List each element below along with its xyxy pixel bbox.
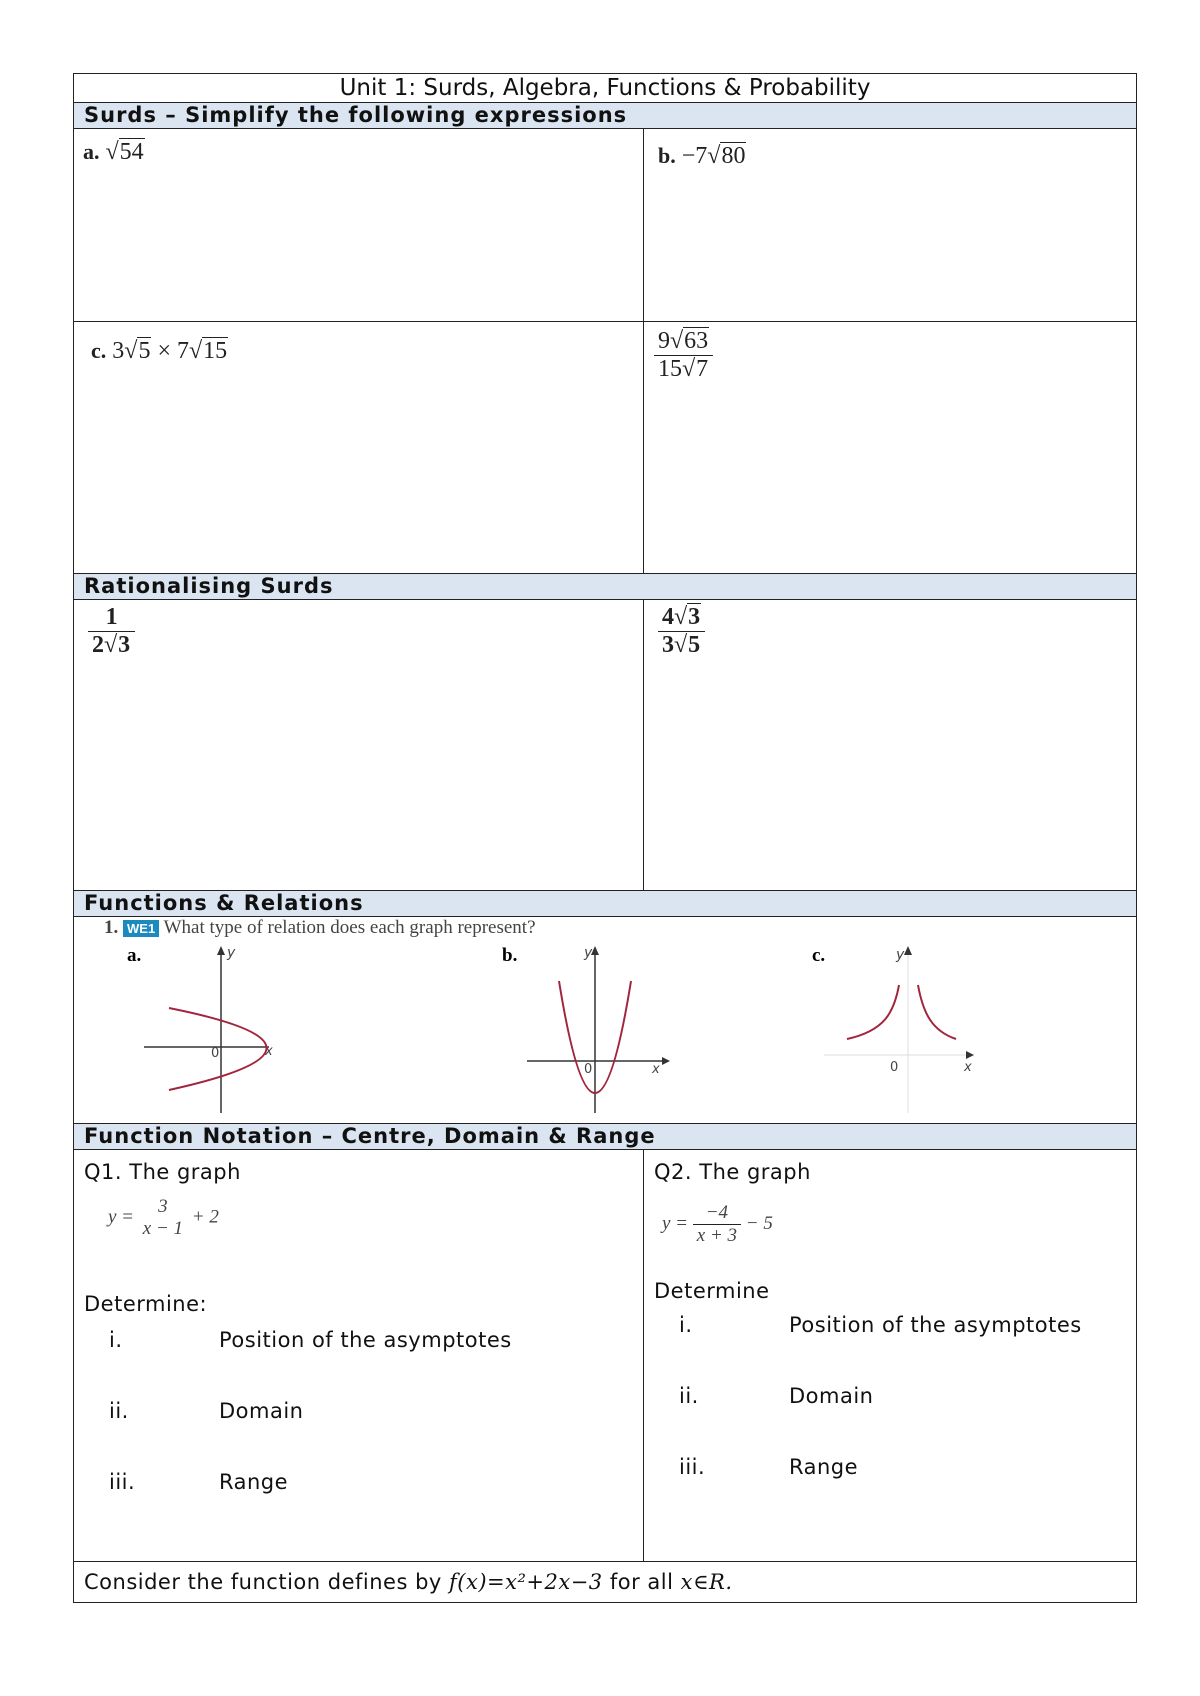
item-text: Domain — [219, 1399, 304, 1423]
q1-list — [74, 1328, 634, 1541]
graph-label: b. — [502, 945, 518, 966]
rationalise-question-a — [74, 600, 644, 891]
coefficient: 2 — [92, 632, 104, 658]
equation-tail: − 5 — [745, 1212, 773, 1234]
x-axis-arrow-icon — [662, 1057, 670, 1065]
numerator: −4 — [693, 1202, 741, 1225]
coefficient: 3 — [662, 632, 674, 658]
graph-b — [424, 943, 674, 1123]
section-functions-heading: Functions & Relations — [74, 891, 1137, 917]
numerator: 1 — [88, 604, 135, 632]
item-number: iii. — [109, 1470, 136, 1494]
worksheet-table — [73, 73, 1137, 1603]
section-rationalising-heading: Rationalising Surds — [74, 574, 1137, 600]
origin-label: 0 — [584, 1062, 593, 1077]
y-axis-label: y — [227, 945, 236, 961]
coefficient: 9 — [658, 328, 670, 354]
q2-determine: Determine — [654, 1279, 770, 1303]
x-axis-arrow-icon — [966, 1051, 974, 1059]
equation-lhs: y = — [662, 1212, 689, 1234]
surd-question-b — [644, 129, 1137, 322]
y-axis-label: y — [584, 945, 593, 961]
radicand: 7 — [696, 356, 709, 382]
item-text: Position of the asymptotes — [789, 1313, 1082, 1337]
item-text: Range — [789, 1455, 859, 1479]
origin-label: 0 — [890, 1060, 899, 1075]
fraction: $\frac{1}{2√3}$ — [88, 604, 135, 659]
coefficient: 15 — [658, 356, 682, 382]
definition-prefix: Consider the function defines by — [84, 1570, 442, 1594]
question-q1 — [74, 1150, 644, 1562]
radicand: 3 — [118, 632, 131, 658]
graph-c — [734, 943, 984, 1123]
sqrt-expression: √15 — [188, 338, 228, 364]
coefficient: 7 — [176, 338, 189, 364]
list-item — [74, 1328, 634, 1399]
function-definition — [74, 1562, 1137, 1603]
sqrt-expression: √5 — [124, 338, 151, 364]
radicand: 5 — [688, 632, 701, 658]
times-sign: × — [157, 338, 171, 364]
y-axis-arrow-icon — [217, 946, 225, 955]
left-branch-curve — [847, 985, 899, 1039]
numerator: 3 — [158, 1196, 168, 1217]
question-text: What type of relation does each graph represent? — [163, 917, 536, 938]
q2-equation — [662, 1202, 773, 1247]
radicand: 63 — [684, 328, 709, 354]
fraction — [693, 1202, 741, 1247]
list-item — [74, 1470, 634, 1541]
fraction: $\frac{4√3}{3√5}$ — [658, 604, 705, 659]
item-text: Domain — [789, 1384, 874, 1408]
question-label: c. — [91, 338, 107, 363]
function-formula: f(x)=x²+2x−3 — [449, 1570, 603, 1594]
fraction: $\frac{9√63}{15√7}$ — [654, 328, 713, 383]
q1-equation — [108, 1196, 219, 1240]
question-number: 1. — [104, 917, 119, 938]
relations-question — [74, 917, 1137, 1124]
list-item — [74, 1399, 634, 1470]
coefficient: −7 — [681, 143, 708, 169]
question-label: a. — [83, 139, 100, 164]
x-axis-label: x — [652, 1062, 660, 1077]
surd-question-c — [74, 322, 644, 574]
list-item — [644, 1313, 1134, 1384]
q2-heading: Q2. The graph — [654, 1160, 811, 1184]
coefficient: 4 — [662, 604, 674, 630]
origin-label: 0 — [211, 1046, 220, 1061]
item-text: Position of the asymptotes — [219, 1328, 512, 1352]
surd-question-d — [644, 322, 1137, 574]
equation-lhs: y = — [108, 1206, 135, 1228]
q2-list — [644, 1313, 1134, 1526]
list-item — [644, 1455, 1134, 1526]
radicand: 80 — [721, 143, 746, 169]
section-notation-heading: Function Notation – Centre, Domain & Range — [74, 1124, 1137, 1150]
surd-question-a — [74, 129, 644, 322]
question-label: b. — [658, 143, 676, 168]
denominator: x − 1 — [142, 1218, 184, 1239]
y-axis-arrow-icon — [904, 946, 912, 955]
question-q2 — [644, 1150, 1137, 1562]
function-domain: x∈R. — [680, 1570, 733, 1594]
page-title: Unit 1: Surds, Algebra, Functions & Probability — [74, 74, 1137, 103]
x-axis-label: x — [265, 1044, 273, 1059]
graph-label: c. — [812, 945, 826, 966]
rationalise-question-b — [644, 600, 1137, 891]
graph-a — [119, 943, 369, 1123]
graph-label: a. — [127, 945, 142, 966]
sqrt-expression: √80 — [707, 143, 746, 169]
equation-tail: + 2 — [191, 1206, 219, 1228]
definition-middle: for all — [609, 1570, 674, 1594]
fraction — [139, 1196, 187, 1240]
item-text: Range — [219, 1470, 289, 1494]
item-number: iii. — [679, 1455, 706, 1479]
x-axis-label: x — [964, 1060, 972, 1075]
radicand: 15 — [203, 338, 228, 364]
y-axis-label: y — [896, 947, 905, 963]
section-surds-heading: Surds – Simplify the following expressions — [74, 103, 1137, 129]
item-number: ii. — [109, 1399, 129, 1423]
radicand: 3 — [688, 604, 701, 630]
right-branch-curve — [918, 985, 956, 1039]
radicand: 5 — [138, 338, 151, 364]
item-number: i. — [679, 1313, 693, 1337]
denominator: x + 3 — [696, 1225, 738, 1246]
q1-heading: Q1. The graph — [84, 1160, 241, 1184]
item-number: i. — [109, 1328, 123, 1352]
coefficient: 3 — [112, 338, 125, 364]
q1-determine: Determine: — [84, 1292, 208, 1316]
sqrt-expression: √54 — [105, 139, 144, 165]
worksheet — [73, 73, 1136, 1603]
radicand: 54 — [119, 139, 144, 165]
item-number: ii. — [679, 1384, 699, 1408]
list-item — [644, 1384, 1134, 1455]
we1-badge: WE1 — [123, 920, 159, 937]
